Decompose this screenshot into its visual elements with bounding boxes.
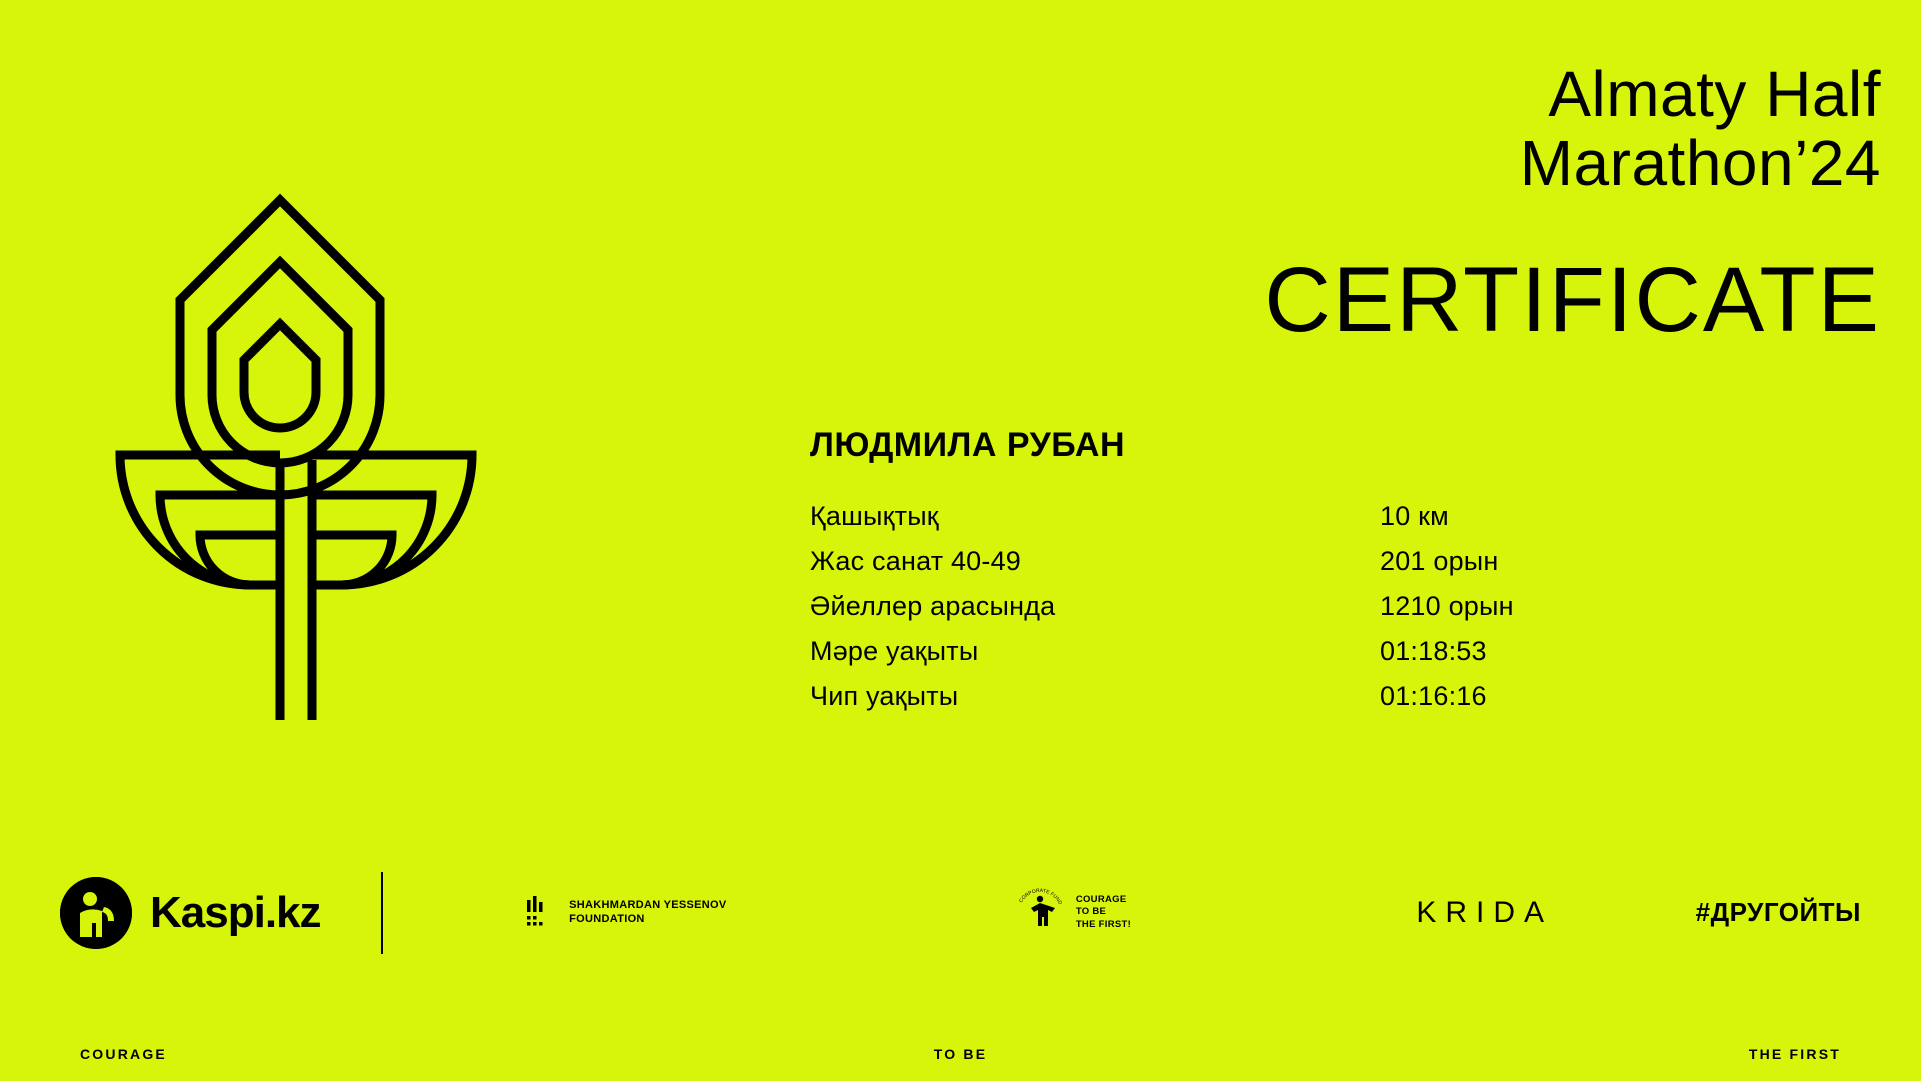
hashtag-label: #ДРУГОЙТЫ: [1695, 897, 1861, 927]
corporate-fund-line1: COURAGE: [1075, 893, 1127, 905]
detail-label: Мәре уақыты: [810, 636, 979, 667]
detail-row: [810, 501, 1881, 532]
sponsor-bar: [0, 845, 1921, 980]
tulip-logo-icon: [60, 160, 580, 740]
kaspi-logo-icon: [60, 877, 132, 949]
detail-value: 1210 орын: [1380, 591, 1514, 622]
athlete-name: ЛЮДМИЛА РУБАН: [810, 426, 1126, 465]
detail-value: 01:16:16: [1380, 681, 1487, 712]
kaspi-label: Kaspi.kz: [150, 887, 321, 937]
event-title-line2: Marathon’24: [1519, 127, 1881, 200]
krida-label: KRIDA: [1416, 895, 1554, 929]
corporate-fund-badge-icon: [1012, 885, 1068, 941]
detail-label: Жас санат 40-49: [810, 546, 1022, 577]
svg-text:CORPORATE FUND: CORPORATE FUND: [1017, 887, 1063, 906]
sponsor-krida: [1274, 896, 1696, 930]
sponsor-corporate-fund: [869, 885, 1274, 941]
detail-label: Қашықтық: [810, 501, 939, 532]
yessenov-line2: FOUNDATION: [569, 912, 645, 925]
event-title-line1: Almaty Half: [1548, 58, 1881, 130]
detail-label: Чип уақыты: [810, 681, 959, 712]
yessenov-line1: SHAKHMARDAN YESSENOV: [569, 898, 727, 911]
footer-right: THE FIRST: [1748, 1046, 1841, 1062]
footer-center: TO BE: [933, 1046, 988, 1062]
detail-value: 10 км: [1380, 501, 1449, 532]
footer-slogan: [0, 1024, 1921, 1081]
detail-value: 201 орын: [1380, 546, 1499, 577]
detail-value: 01:18:53: [1380, 636, 1487, 667]
detail-row: [810, 546, 1881, 577]
detail-row: [810, 681, 1881, 712]
detail-label: Әйеллер арасында: [810, 591, 1056, 622]
footer-spacer: [0, 980, 1921, 1024]
sponsor-kaspi: [60, 877, 321, 949]
sponsor-yessenov: [383, 896, 870, 930]
result-details: [810, 501, 1881, 712]
event-title: [810, 60, 1881, 198]
detail-row: [810, 591, 1881, 622]
detail-row: [810, 636, 1881, 667]
yessenov-mark-icon: [525, 896, 559, 930]
certificate-heading: CERTIFICATE: [1264, 249, 1881, 352]
certificate-text-column: [810, 60, 1881, 726]
corporate-fund-line3: THE FIRST!: [1075, 918, 1132, 930]
footer-left: COURAGE: [80, 1046, 167, 1062]
corporate-fund-line2: TO BE: [1075, 906, 1107, 918]
